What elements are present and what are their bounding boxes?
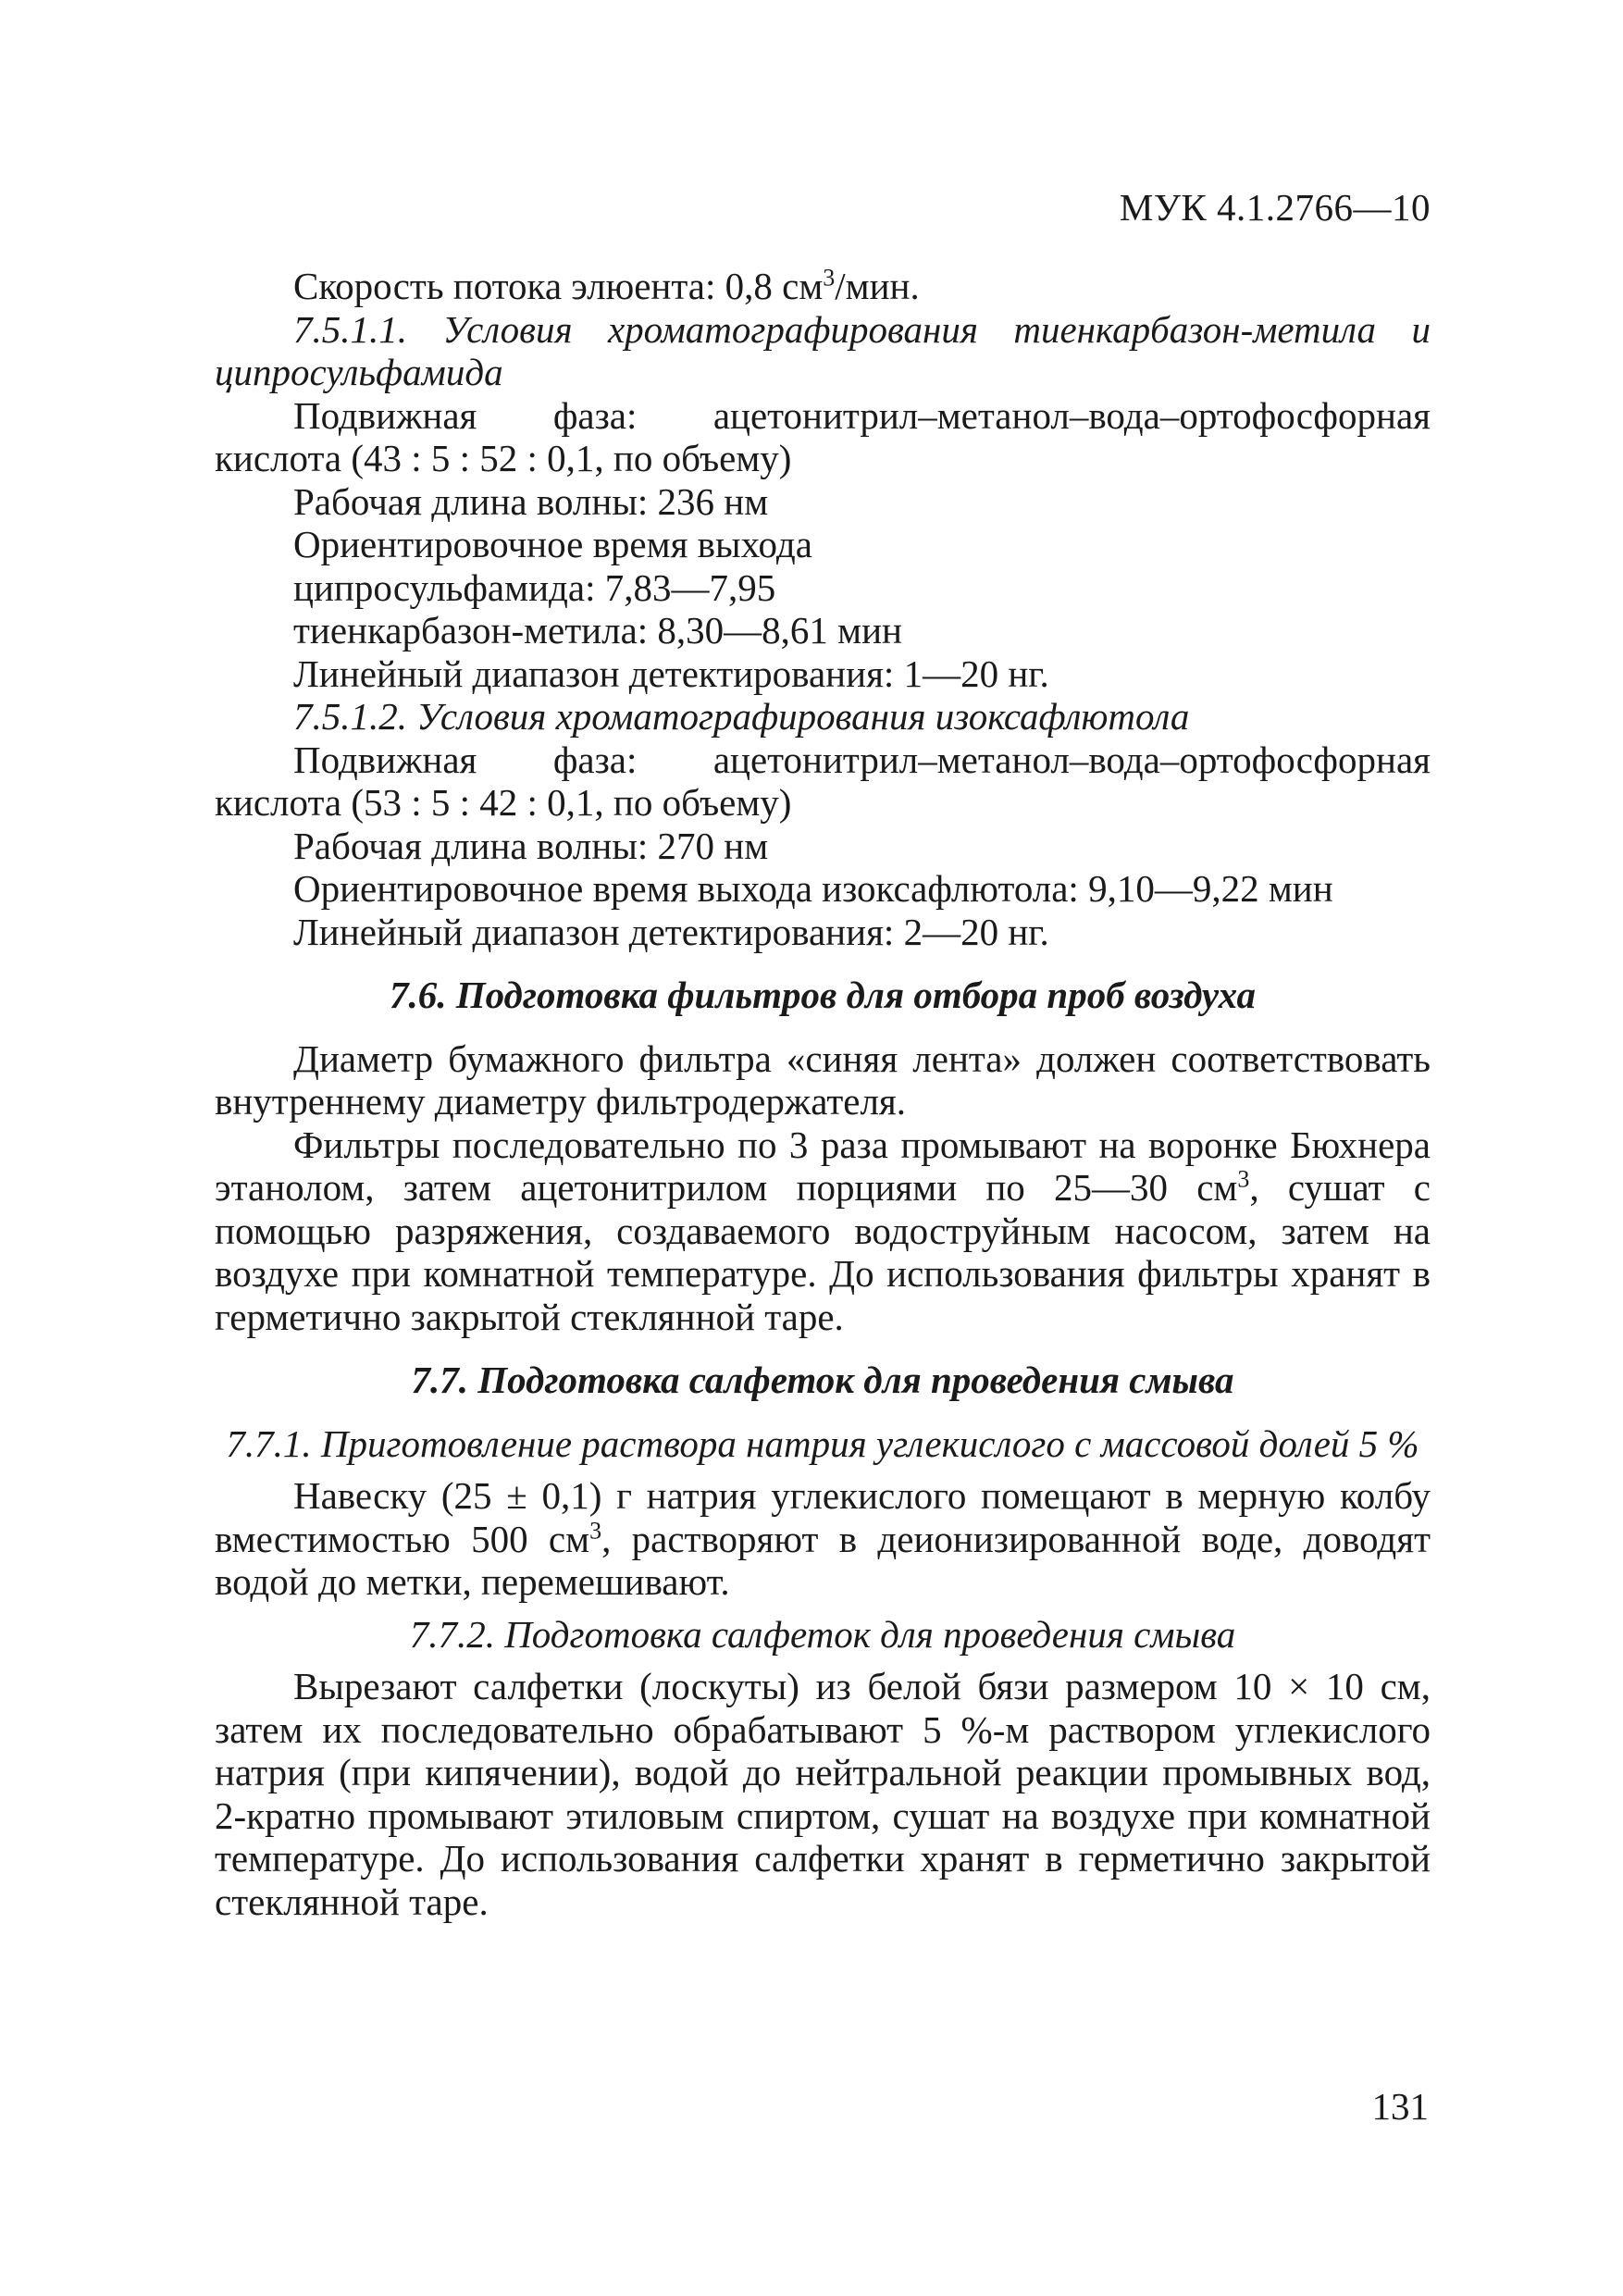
section-7512-retention: Ориентировочное время выхода изоксафлютола: 9,10—9,22 мин	[293, 867, 1333, 910]
section-76-p2-tail: , сушат с помощью разряжения, создаваемого водоструйным насосом, затем на воздухе при комнатной температуре. До использования фильтры хранят в герметично закрытой стеклянной таре.	[215, 1166, 1431, 1338]
section-7512-wavelength: Рабочая длина волны: 270 нм	[293, 824, 769, 867]
section-7511-wavelength: Рабочая длина волны: 236 нм	[293, 479, 769, 523]
section-7512-linear-range: Линейный диапазон детектирования: 2—20 нг.	[293, 910, 1049, 953]
section-7511-retention-cyprosulfamide: ципросульфамида: 7,83—7,95	[293, 565, 776, 609]
section-7512-title: 7.5.1.2. Условия хроматографирования изоксафлютола	[293, 695, 1190, 738]
page-number: 131	[1371, 2085, 1429, 2128]
section-77-heading: 7.7. Подготовка салфеток для проведения смыва	[411, 1359, 1234, 1401]
section-771-p-sup: 3	[589, 1516, 602, 1544]
section-7511-linear-range: Линейный диапазон детектирования: 1—20 нг.	[293, 652, 1049, 695]
document-code-header: МУК 4.1.2766—10	[1119, 186, 1431, 229]
page-content	[215, 265, 1431, 1923]
section-7512-mobile-phase: Подвижная фаза: ацетонитрил–метанол–вода–ортофосфорная кислота (53 : 5 : 42 : 0,1, по объему)	[215, 738, 1431, 824]
section-7511-title: 7.5.1.1. Условия хроматографирования тиенкарбазон-метила и ципросульфамида	[215, 307, 1431, 393]
section-772-title: 7.7.2. Подготовка салфеток для проведения смыва	[409, 1612, 1236, 1656]
section-7511-retention-thiencarbazone: тиенкарбазон-метила: 8,30—8,61 мин	[293, 609, 902, 652]
section-771-p-tail: , растворяют в деионизированной воде, доводят водой до метки, перемешивают.	[215, 1517, 1431, 1603]
flow-rate-sup: 3	[823, 264, 836, 292]
section-771-title: 7.7.1. Приготовление раствора натрия углекислого с массовой долей 5 %	[226, 1421, 1419, 1465]
flow-rate-line	[215, 265, 1431, 308]
section-7511-mobile-phase: Подвижная фаза: ацетонитрил–метанол–вода–ортофосфорная кислота (43 : 5 : 52 : 0,1, по объему)	[215, 393, 1431, 479]
section-76-heading: 7.6. Подготовка фильтров для отбора проб воздуха	[389, 974, 1257, 1016]
section-772-paragraph: Вырезают салфетки (лоскуты) из белой бязи размером 10 × 10 см, затем их последовательно обрабатывают 5 %-м раствором углекислого натрия (при кипячении), водой до нейтральной реакции промывных вод, 2-кратно промывают этиловым спиртом, сушат на воздухе при комнатной температуре. До использования салфетки хранят в герметично закрытой стеклянной таре.	[215, 1665, 1431, 1923]
flow-rate-tail: /мин.	[835, 265, 920, 307]
section-76-p2-text: Фильтры последовательно по 3 раза промывают на воронке Бюхнера этанолом, затем ацетонитрилом порциями по 25—30 см	[215, 1123, 1431, 1209]
section-771-p-text: Навеску (25 ± 0,1) г натрия углекислого помещают в мерную колбу вместимостью 500 см	[215, 1474, 1431, 1560]
flow-rate-text: Скорость потока элюента: 0,8 см	[293, 265, 824, 307]
section-76-paragraph-2	[215, 1123, 1431, 1339]
section-76-paragraph-1: Диаметр бумажного фильтра «синяя лента» должен соответствовать внутреннему диаметру фильтродержателя.	[215, 1036, 1431, 1123]
section-771-paragraph	[215, 1474, 1431, 1604]
section-7511-retention-label: Ориентировочное время выхода	[293, 523, 812, 565]
section-76-p2-sup: 3	[1237, 1165, 1250, 1193]
